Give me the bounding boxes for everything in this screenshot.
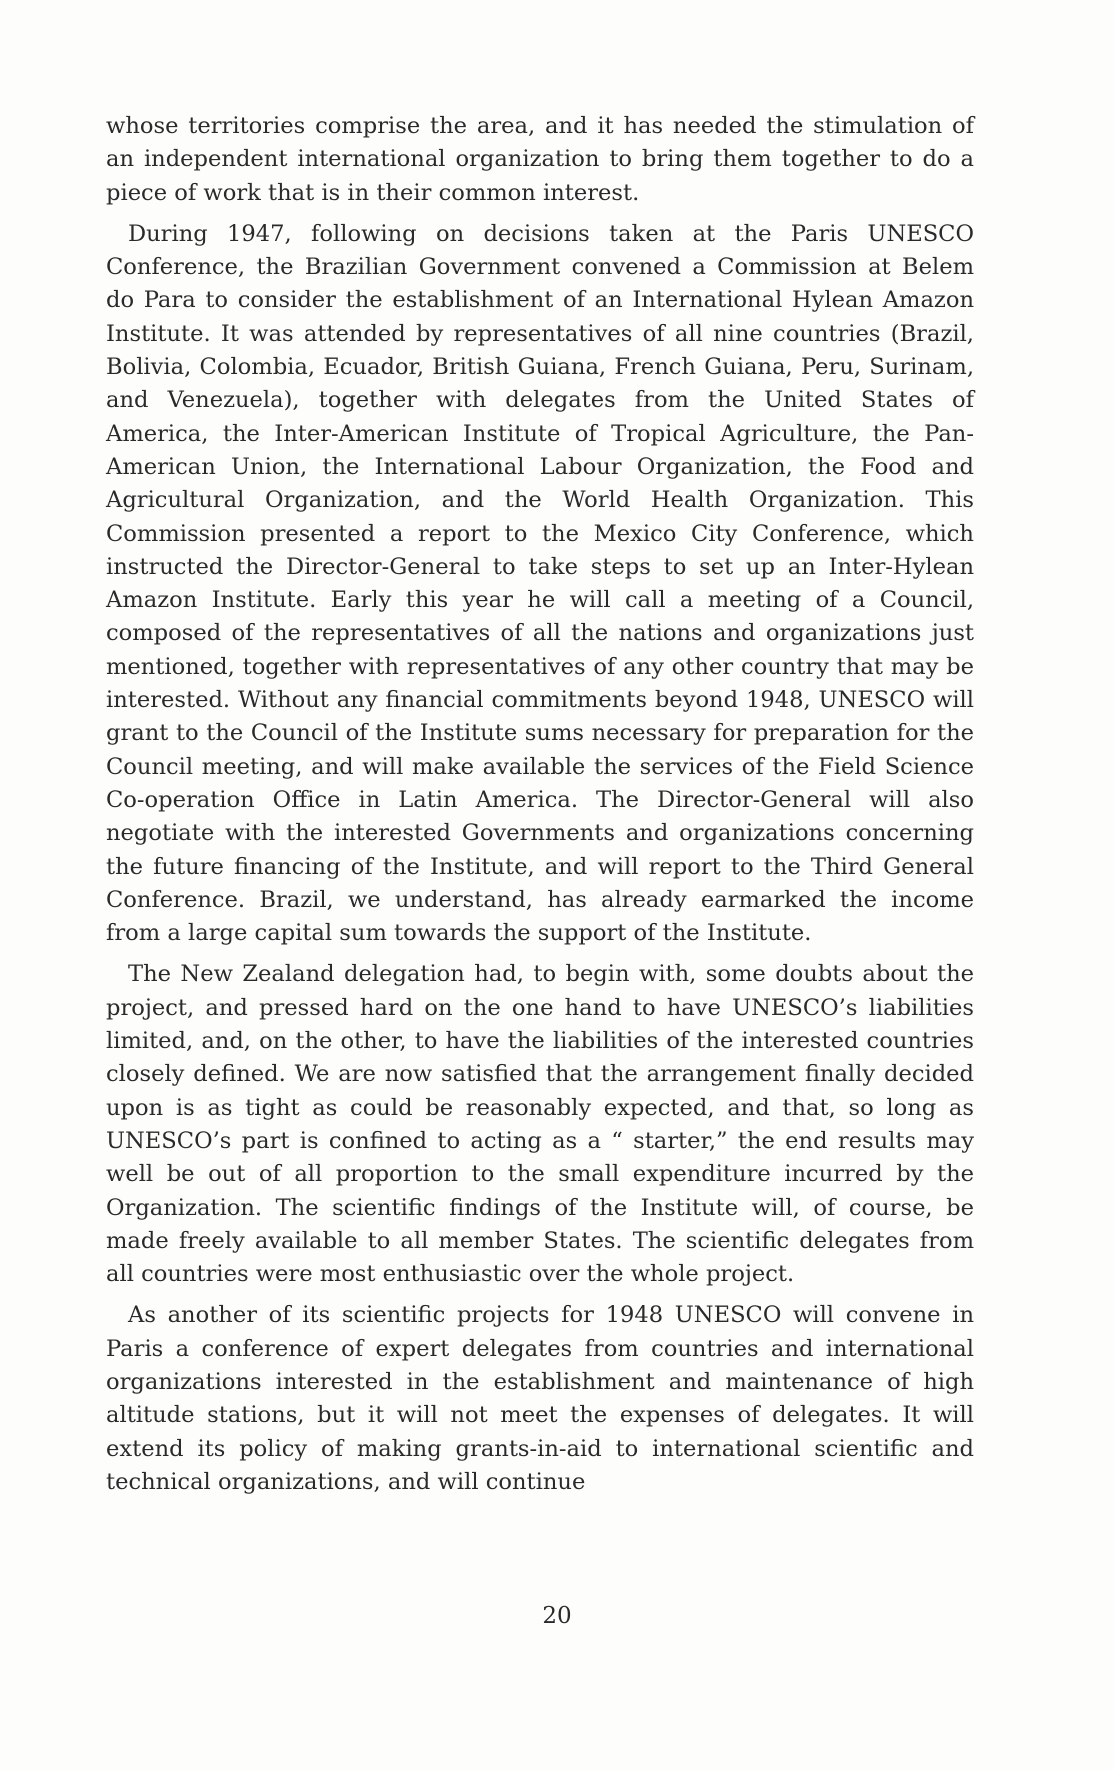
paragraph-high-altitude-stations: As another of its scientific projects for 1948 UNESCO will convene in Paris a conference of expert delegates from countries and international organizations interested in the establishment and maintenance of high altitude stations, but it will not meet the expenses of delegates. It will extend its policy of making grants-in-aid to international scientific and technical organizations, and will continue [106, 1302, 974, 1495]
body-text [106, 110, 974, 1499]
page-number: 20 [542, 1603, 572, 1629]
paragraph-hylean-commission: During 1947, following on decisions taken at the Paris UNESCO Conference, the Brazilian Government convened a Commission at Belem do Para to consider the establishment of an International Hylean Amazon Institute. It was attended by representatives of all nine countries (Brazil, Bolivia, Colombia, Ecuador, British Guiana, French Guiana, Peru, Surinam, and Venezuela), together with delegates from the United States of America, the Inter-American Institute of Tropical Agriculture, the Pan-American Union, the International Labour Organization, the Food and Agricultural Organization, and the World Health Organization. This Commission presented a report to the Mexico City Conference, which instructed the Director-General to take steps to set up an Inter-Hylean Amazon Institute. Early this year he will call a meeting of a Council, composed of the representatives of all the nations and organizations just mentioned, together with representatives of any other country that may be interested. Without any financial commitments beyond 1948, UNESCO will grant to the Council of the Institute sums necessary for preparation for the Council meeting, and will make available the services of the Field Science Co-operation Office in Latin America. The Director-General will also negotiate with the interested Governments and organizations concerning the future financing of the Institute, and will report to the Third General Conference. Brazil, we understand, has already earmarked the income from a large capital sum towards the support of the Institute. [106, 220, 974, 947]
paragraph-continuation: whose territories comprise the area, and it has needed the stimulation of an independent international organization to bring them together to do a piece of work that is in their common interest. [106, 113, 974, 206]
paragraph-new-zealand-delegation: The New Zealand delegation had, to begin with, some doubts about the project, and pressed hard on the one hand to have UNESCO’s liabilities limited, and, on the other, to have the liabilities of the interested countries closely defined. We are now satisfied that the arrangement finally decided upon is as tight as could be reasonably expected, and that, so long as UNESCO’s part is confined to acting as a “ starter,” the end results may well be out of all proportion to the small expenditure incurred by the Organization. The scientific findings of the Institute will, of course, be made freely available to all member States. The scientific delegates from all countries were most enthusiastic over the whole project. [106, 961, 974, 1288]
